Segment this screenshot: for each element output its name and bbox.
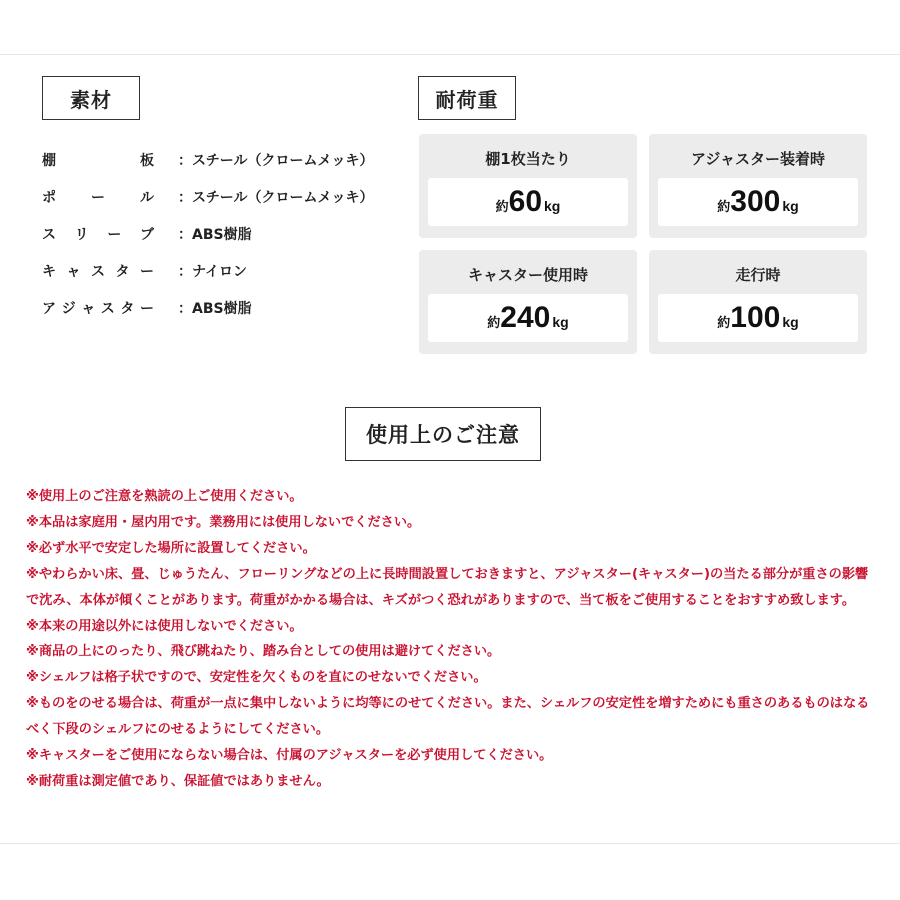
load-prefix: 約 bbox=[717, 316, 731, 331]
notice-item: ※本来の用途以外には使用しないでください。 bbox=[26, 618, 303, 634]
notice-heading: 使用上のご注意 bbox=[345, 407, 541, 461]
load-card-caption: キャスター使用時 bbox=[467, 266, 588, 284]
notice-item: ※やわらかい床、畳、じゅうたん、フローリングなどの上に長時間設置しておきますと、アジャスター(キャスター)の当たる部分が重さの影響で沈み、本体が傾くことがあります。荷重がかかる場合は、キズがつく恐れがありますので、当て板をご使用することをおすすめ致します。 bbox=[26, 566, 869, 608]
load-prefix: 約 bbox=[487, 316, 501, 331]
material-label-char: タ bbox=[115, 264, 130, 280]
material-label-char: ー bbox=[91, 190, 105, 206]
material-label-char: 棚 bbox=[42, 153, 56, 169]
material-row bbox=[42, 187, 402, 209]
load-unit: kg bbox=[544, 198, 561, 214]
load-card-caption: アジャスター装着時 bbox=[690, 150, 826, 168]
material-row bbox=[42, 150, 402, 172]
load-capacity-heading: 耐荷重 bbox=[418, 76, 516, 120]
material-label-char: ー bbox=[139, 301, 154, 317]
material-label-char: ー bbox=[140, 264, 154, 280]
material-label-char: ブ bbox=[139, 227, 154, 243]
notice-item: ※本品は家庭用・屋内用です。業務用には使用しないでください。 bbox=[26, 514, 421, 530]
notice-item: ※必ず水平で安定した場所に設置してください。 bbox=[26, 540, 316, 556]
material-label-char: ャ bbox=[81, 301, 96, 317]
load-number: 100 bbox=[730, 301, 781, 334]
load-unit: kg bbox=[552, 314, 569, 330]
load-card-per-shelf bbox=[419, 134, 637, 238]
material-label-char: ア bbox=[42, 301, 56, 317]
material-row bbox=[42, 298, 402, 320]
material-label-char: ス bbox=[42, 227, 56, 243]
load-card-value bbox=[428, 178, 628, 226]
material-label bbox=[42, 187, 154, 209]
notice-list bbox=[26, 484, 876, 795]
load-prefix: 約 bbox=[717, 200, 731, 215]
material-label-char: ジ bbox=[61, 301, 76, 317]
material-label-char: リ bbox=[74, 227, 89, 243]
load-number: 240 bbox=[500, 301, 551, 334]
material-row bbox=[42, 261, 402, 283]
load-unit: kg bbox=[782, 314, 799, 330]
notice-item: ※キャスターをご使用にならない場合は、付属のアジャスターを必ず使用してください。 bbox=[26, 748, 553, 764]
notice-item: ※商品の上にのったり、飛び跳ねたり、踏み台としての使用は避けてください。 bbox=[26, 644, 501, 660]
material-label-char: ス bbox=[100, 301, 115, 317]
load-card-value bbox=[658, 178, 858, 226]
load-number: 60 bbox=[508, 185, 543, 218]
material-row bbox=[42, 224, 402, 246]
load-card-with-caster bbox=[419, 250, 637, 354]
material-value: ：ABS樹脂 bbox=[178, 301, 252, 317]
material-label bbox=[42, 150, 154, 172]
load-card-value bbox=[428, 294, 628, 342]
load-prefix: 約 bbox=[495, 200, 509, 215]
load-card-value bbox=[658, 294, 858, 342]
material-label-char: ー bbox=[107, 227, 122, 243]
load-card-moving bbox=[649, 250, 867, 354]
material-label-char: タ bbox=[120, 301, 135, 317]
notice-item: ※ものをのせる場合は、荷重が一点に集中しないように均等にのせてください。また、シェルフの安定性を増すためにも重さのあるものはなるべく下段のシェルフにのせるようにしてください。 bbox=[26, 696, 870, 738]
load-card-with-adjuster bbox=[649, 134, 867, 238]
load-card-caption: 棚1枚当たり bbox=[485, 150, 571, 168]
load-card-caption: 走行時 bbox=[735, 266, 781, 284]
material-label-char: 板 bbox=[140, 153, 154, 169]
material-label bbox=[42, 224, 154, 246]
material-label bbox=[42, 261, 154, 283]
material-label-char: キ bbox=[42, 264, 56, 280]
material-label-char: ル bbox=[140, 190, 154, 206]
material-label-char: ス bbox=[91, 264, 105, 280]
material-value: ：ABS樹脂 bbox=[178, 227, 252, 243]
material-heading: 素材 bbox=[42, 76, 140, 120]
notice-item: ※耐荷重は測定値であり、保証値ではありません。 bbox=[26, 773, 330, 789]
notice-item: ※使用上のご注意を熟読の上ご使用ください。 bbox=[26, 489, 303, 504]
load-unit: kg bbox=[782, 198, 799, 214]
material-label-char: ポ bbox=[42, 190, 56, 206]
load-number: 300 bbox=[730, 185, 781, 218]
material-value: ：ナイロン bbox=[178, 264, 248, 280]
material-value: ：スチール（クロームメッキ） bbox=[178, 190, 374, 206]
material-label-char: ャ bbox=[66, 264, 81, 280]
notice-item: ※シェルフは格子状ですので、安定性を欠くものを直にのせないでください。 bbox=[26, 670, 487, 686]
material-value: ：スチール（クロームメッキ） bbox=[178, 153, 374, 169]
material-label bbox=[42, 298, 154, 320]
